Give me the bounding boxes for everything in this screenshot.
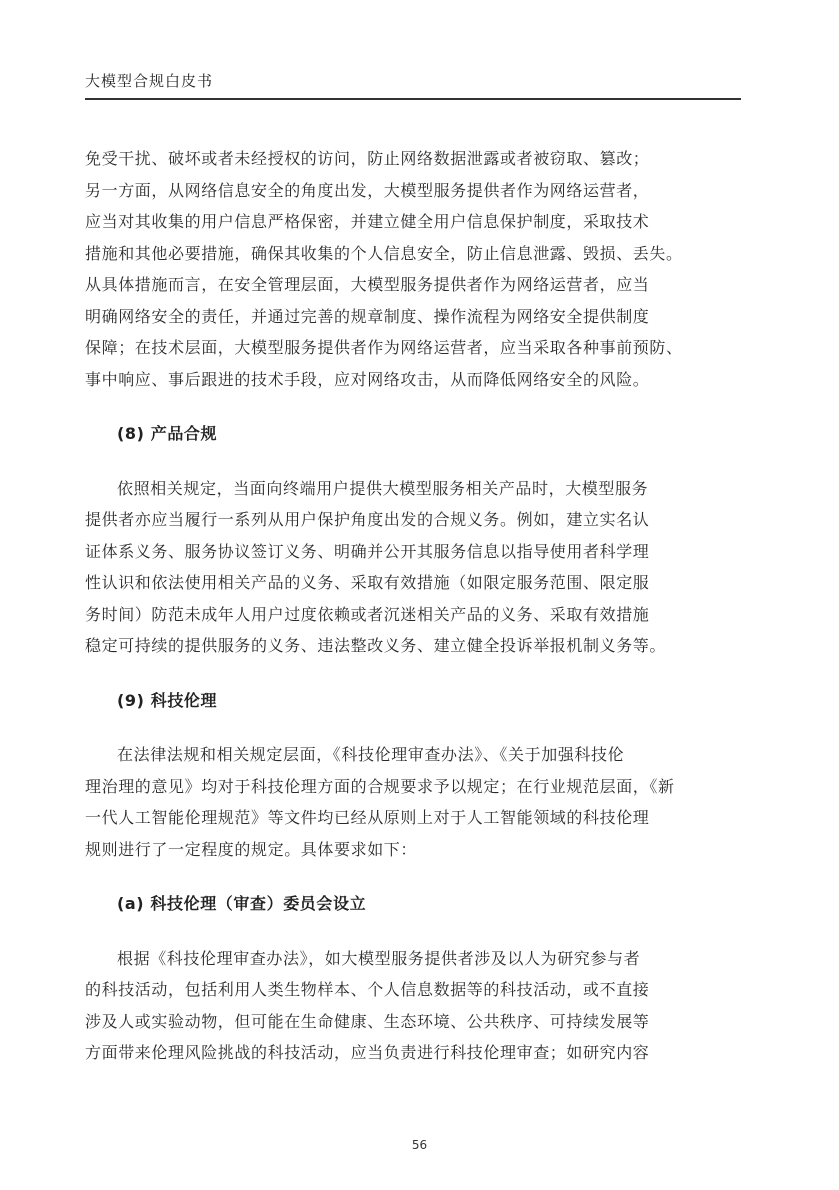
paragraph-line: 事中响应、事后跟进的技术手段，应对网络攻击，从而降低网络安全的风险。 xyxy=(85,369,650,389)
paragraph-line: 另一方面，从网络信息安全的角度出发，大模型服务提供者作为网络运营者， xyxy=(85,180,650,200)
paragraph-line: 在法律法规和相关规定层面，《科技伦理审查办法》、《关于加强科技伦 xyxy=(117,745,625,764)
page-number: 56 xyxy=(411,1138,428,1152)
section-heading-product-compliance: (8) 产品合规 xyxy=(117,424,218,443)
paragraph-line: 证体系义务、服务协议签订义务、明确并公开其服务信息以指导使用者科学理 xyxy=(85,541,650,561)
paragraph-line: 根据《科技伦理审查办法》，如大模型服务提供者涉及以人为研究参与者 xyxy=(117,948,641,968)
running-header-title: 大模型合规白皮书 xyxy=(85,72,214,90)
paragraph-line: 务时间）防范未成年人用户过度依赖或者沉迷相关产品的义务、采取有效措施 xyxy=(85,604,650,624)
paragraph-line: 应当对其收集的用户信息严格保密，并建立健全用户信息保护制度，采取技术 xyxy=(85,212,650,231)
paragraph-line: 方面带来伦理风险挑战的科技活动，应当负责进行科技伦理审查；如研究内容 xyxy=(85,1043,650,1062)
paragraph-line: 规则进行了一定程度的规定。具体要求如下： xyxy=(85,839,418,859)
paragraph-line: 理治理的意见》均对于科技伦理方面的合规要求予以规定；在行业规范层面，《新 xyxy=(85,776,675,796)
paragraph-line: 保障；在技术层面，大模型服务提供者作为网络运营者，应当采取各种事前预防、 xyxy=(85,338,683,357)
paragraph-line: 提供者亦应当履行一系列从用户保护角度出发的合规义务。例如，建立实名认 xyxy=(85,510,650,529)
paragraph-line: 明确网络安全的责任，并通过完善的规章制度、操作流程为网络安全提供制度 xyxy=(85,306,650,326)
subsection-heading-ethics-committee: (a) 科技伦理（审查）委员会设立 xyxy=(117,894,367,913)
paragraph-line: 涉及人或实验动物，但可能在生命健康、生态环境、公共秩序、可持续发展等 xyxy=(85,1011,650,1031)
paragraph-line: 依照相关规定，当面向终端用户提供大模型服务相关产品时，大模型服务 xyxy=(117,478,649,498)
paragraph-product-compliance xyxy=(85,473,741,662)
paragraph-line: 性认识和依法使用相关产品的义务、采取有效措施（如限定服务范围、限定服 xyxy=(85,573,650,592)
paragraph-line: 一代人工智能伦理规范》等文件均已经从原则上对于人工智能领域的科技伦理 xyxy=(85,808,650,827)
paragraph-ethics-committee xyxy=(85,943,741,1069)
paragraph-line: 免受干扰、破坏或者未经授权的访问，防止网络数据泄露或者被窃取、篡改； xyxy=(85,149,650,168)
paragraph-network-security xyxy=(85,143,741,395)
paragraph-line: 从具体措施而言，在安全管理层面，大模型服务提供者作为网络运营者，应当 xyxy=(85,275,650,294)
paragraph-line: 措施和其他必要措施，确保其收集的个人信息安全，防止信息泄露、毁损、丢失。 xyxy=(85,243,683,263)
header-divider xyxy=(85,98,741,100)
section-heading-tech-ethics: (9) 科技伦理 xyxy=(117,690,218,710)
paragraph-line: 的科技活动，包括利用人类生物样本、个人信息数据等的科技活动，或不直接 xyxy=(85,980,650,999)
paragraph-line: 稳定可持续的提供服务的义务、违法整改义务、建立健全投诉举报机制义务等。 xyxy=(85,636,667,655)
paragraph-tech-ethics xyxy=(85,739,741,865)
page-body xyxy=(85,143,741,1069)
